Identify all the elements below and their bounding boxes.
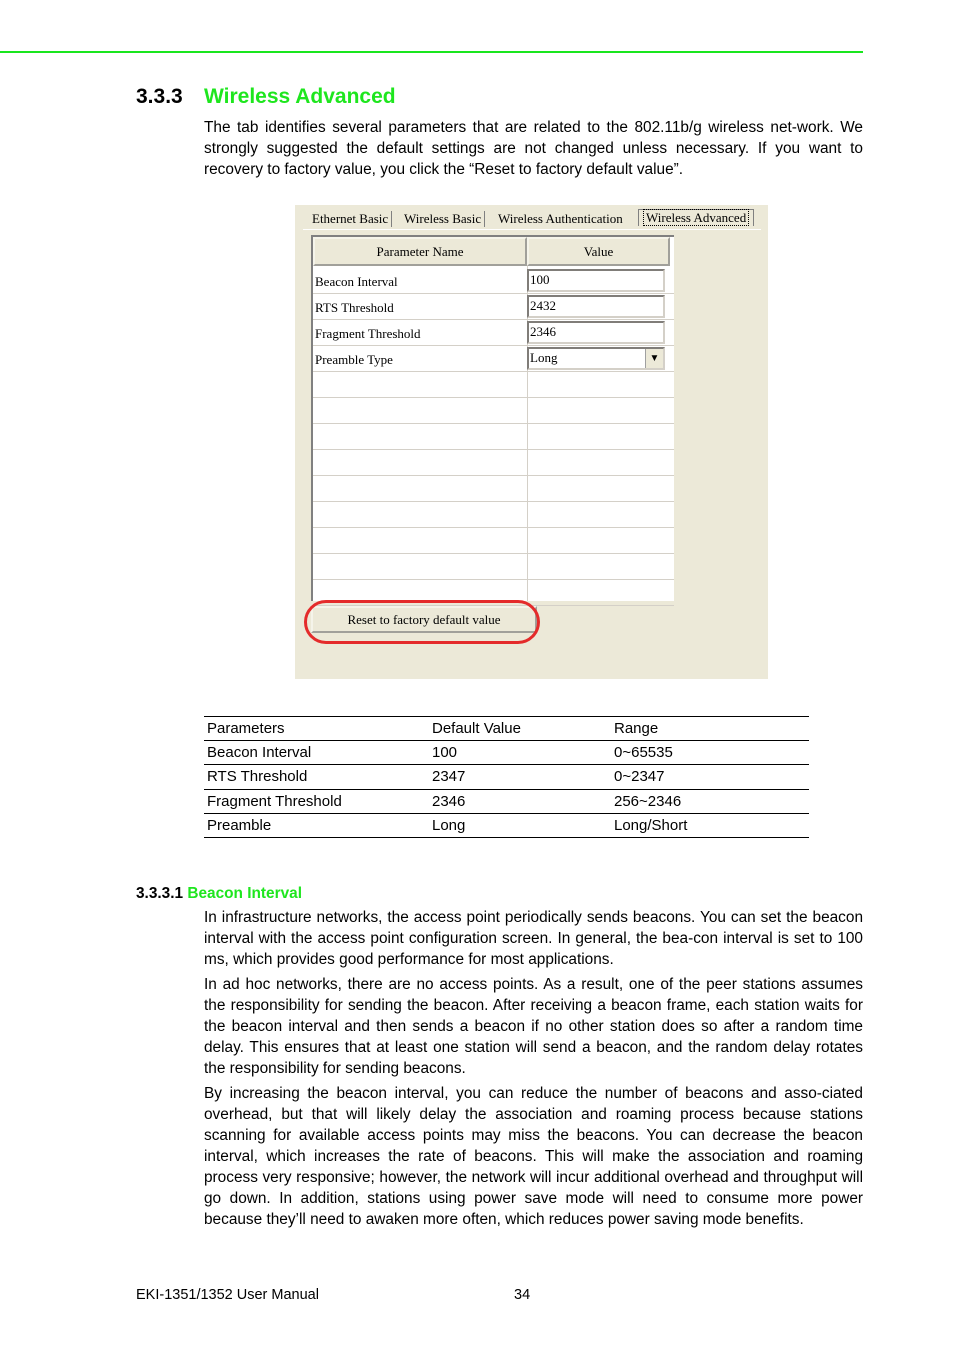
reset-factory-default-button[interactable]: Reset to factory default value bbox=[311, 606, 537, 633]
table-header-row bbox=[204, 717, 809, 741]
tab-wireless-advanced-label: Wireless Advanced bbox=[643, 209, 749, 226]
parameter-grid bbox=[311, 235, 674, 601]
fragment-threshold-input[interactable]: 2346 bbox=[527, 321, 665, 344]
tab-wireless-advanced[interactable] bbox=[638, 209, 754, 226]
preamble-type-select[interactable] bbox=[527, 347, 665, 370]
tab-bar bbox=[305, 209, 760, 231]
table-header: Range bbox=[611, 717, 809, 741]
grid-row-empty bbox=[313, 476, 674, 502]
preamble-type-value: Long bbox=[530, 350, 558, 365]
grid-row bbox=[313, 346, 674, 372]
table-cell: Long/Short bbox=[611, 813, 809, 837]
grid-row bbox=[313, 294, 674, 320]
grid-header-name: Parameter Name bbox=[313, 237, 527, 266]
top-rule bbox=[0, 51, 863, 53]
table-header: Default Value bbox=[429, 717, 611, 741]
table-header: Parameters bbox=[204, 717, 429, 741]
table-row bbox=[204, 789, 809, 813]
section-number: 3.3.3 bbox=[136, 85, 183, 108]
subsection-title: Beacon Interval bbox=[187, 885, 302, 902]
grid-header-value: Value bbox=[527, 237, 670, 266]
rts-threshold-input[interactable]: 2432 bbox=[527, 295, 665, 318]
grid-row-empty bbox=[313, 398, 674, 424]
grid-row-empty bbox=[313, 502, 674, 528]
table-row bbox=[204, 741, 809, 765]
grid-row-name: Preamble Type bbox=[315, 352, 393, 367]
table-cell: 256~2346 bbox=[611, 789, 809, 813]
grid-row-empty bbox=[313, 528, 674, 554]
section-title: Wireless Advanced bbox=[204, 85, 396, 108]
table-cell: Beacon Interval bbox=[204, 741, 429, 765]
subsection-heading bbox=[136, 885, 302, 903]
grid-row-empty bbox=[313, 554, 674, 580]
grid-row bbox=[313, 268, 674, 294]
tab-ethernet-basic[interactable]: Ethernet Basic bbox=[309, 211, 392, 227]
body-paragraph: In ad hoc networks, there are no access points. As a result, one of the peer stations assumes the responsibility for sending the beacon. After receiving a beacon frame, each station waits for the beacon interval and then sends a beacon if no other station does so after a random time delay. This ensures that at least one station will send a beacon, and the random delay rotates the responsibility for sending beacons. bbox=[204, 976, 863, 1077]
table-cell: Fragment Threshold bbox=[204, 789, 429, 813]
tab-wireless-authentication[interactable]: Wireless Authentication bbox=[498, 211, 623, 226]
section-heading bbox=[136, 85, 396, 109]
config-screenshot bbox=[295, 205, 768, 679]
table-cell: RTS Threshold bbox=[204, 765, 429, 789]
grid-row-empty bbox=[313, 372, 674, 398]
tab-wireless-basic[interactable]: Wireless Basic bbox=[401, 211, 485, 227]
highlight-ring bbox=[304, 600, 540, 644]
grid-row-empty bbox=[313, 424, 674, 450]
grid-row-name: Beacon Interval bbox=[315, 274, 398, 289]
table-cell: 100 bbox=[429, 741, 611, 765]
grid-row-name: Fragment Threshold bbox=[315, 326, 421, 341]
table-row bbox=[204, 765, 809, 789]
grid-row-empty bbox=[313, 450, 674, 476]
table-cell: Preamble bbox=[204, 813, 429, 837]
parameters-table bbox=[204, 716, 809, 838]
beacon-interval-input[interactable]: 100 bbox=[527, 269, 665, 292]
table-row bbox=[204, 813, 809, 837]
table-cell: 0~65535 bbox=[611, 741, 809, 765]
tab-divider bbox=[303, 229, 761, 230]
subsection-number: 3.3.3.1 bbox=[136, 885, 184, 902]
footer-manual-title: EKI-1351/1352 User Manual bbox=[136, 1287, 319, 1303]
table-cell: Long bbox=[429, 813, 611, 837]
body-paragraph: By increasing the beacon interval, you can reduce the number of beacons and asso-ciated overhead, but that will likely delay the association and roaming process because stations scanning for available access points may miss the beacons. You can decrease the beacon interval, which increases the rate of beacons. This will make the association and roaming process very responsive; however, the network will incur additional overhead and throughput will go down. In addition, stations using power save mode will need to consume more power because they’ll need to awaken more often, which reduces power saving mode benefits. bbox=[204, 1085, 863, 1228]
table-cell: 2346 bbox=[429, 789, 611, 813]
table-cell: 0~2347 bbox=[611, 765, 809, 789]
grid-row-name: RTS Threshold bbox=[315, 300, 394, 315]
body-paragraph: In infrastructure networks, the access point periodically sends beacons. You can set the beacon interval with the access point configuration screen. In general, the bea-con interval is set to 100 ms, which provides good performance for most applications. bbox=[204, 909, 863, 968]
chevron-down-icon[interactable]: ▼ bbox=[645, 349, 663, 368]
intro-paragraph: The tab identifies several parameters that are related to the 802.11b/g wireless net-work. We strongly suggested the default settings are not changed unless necessary. If you want to recovery to factory value, you click the “Reset to factory default value”. bbox=[204, 119, 863, 178]
table-cell: 2347 bbox=[429, 765, 611, 789]
grid-row bbox=[313, 320, 674, 346]
footer-page-number: 34 bbox=[514, 1287, 531, 1303]
